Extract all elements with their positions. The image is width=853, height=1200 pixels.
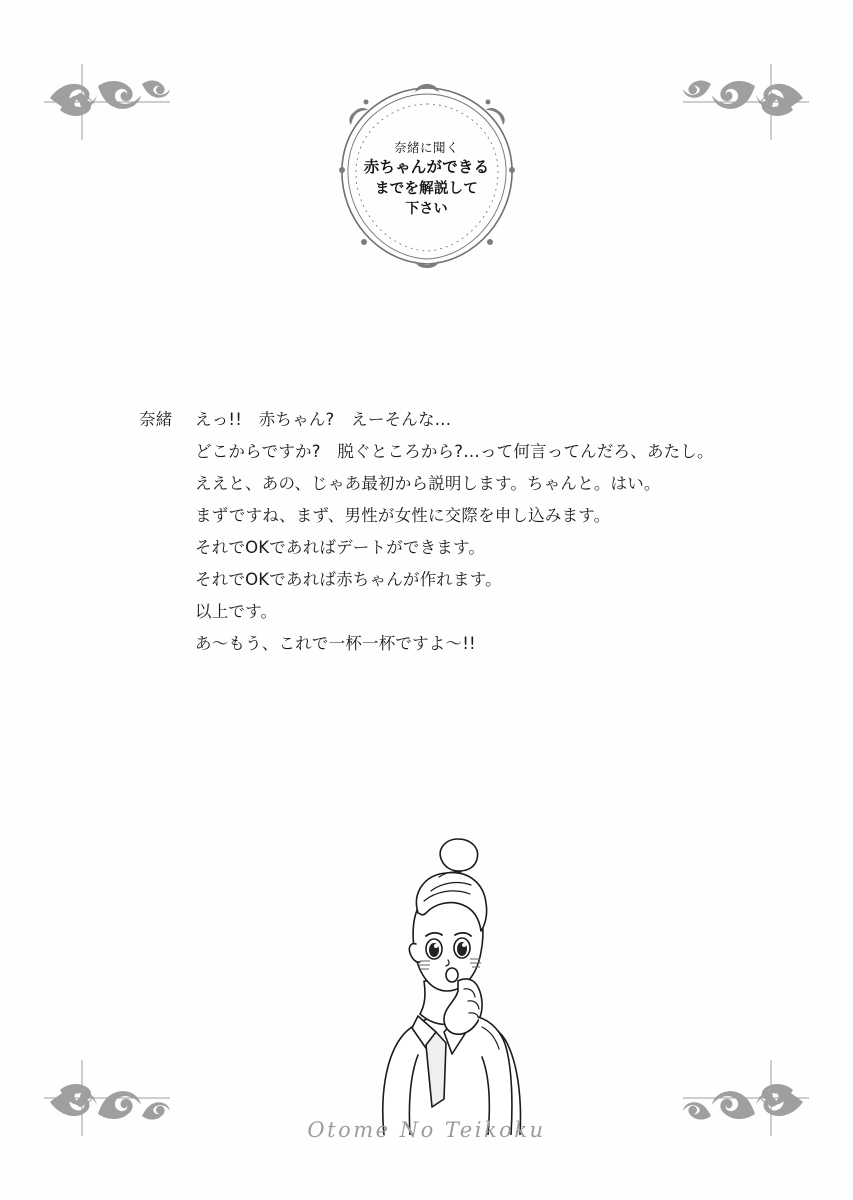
corner-flourish-ornament-top-left <box>42 62 172 142</box>
dialogue-line-2: どこからですか? 脱ぐところから?…って何言ってんだろ、あたし。 <box>195 442 714 461</box>
dialogue-block <box>139 404 739 660</box>
dialogue-line-8: あ〜もう、これで一杯一杯ですよ〜!! <box>195 634 476 653</box>
seal-line-1: 奈緒に聞く <box>393 140 459 156</box>
title-seal <box>334 82 520 272</box>
seal-line-4: 下さい <box>405 201 448 218</box>
dialogue-line-5: それでOKであればデートができます。 <box>195 538 486 557</box>
signature-text: Otome No Teikoku <box>307 1118 546 1142</box>
dialogue-line-3: ええと、あの、じゃあ最初から説明します。ちゃんと。はい。 <box>195 474 661 493</box>
dialogue-first-line <box>139 404 739 436</box>
seal-line-2: 赤ちゃんができる <box>363 157 490 176</box>
dialogue-line-1: えっ!! 赤ちゃん? えーそんな… <box>195 410 452 429</box>
corner-flourish-ornament-bottom-left <box>42 1058 172 1138</box>
corner-flourish-ornament-top-right <box>681 62 811 142</box>
girl-thinking-illustration <box>292 805 562 1135</box>
dialogue-line-4: まずですね、まず、男性が女性に交際を申し込みます。 <box>195 506 611 525</box>
corner-flourish-ornament-bottom-right <box>681 1058 811 1138</box>
seal-line-3: までを解説して <box>375 181 478 198</box>
speaker-name: 奈緒 <box>139 410 173 429</box>
dialogue-line-6: それでOKであれば赤ちゃんが作れます。 <box>195 570 502 589</box>
dialogue-line-7: 以上です。 <box>195 602 278 621</box>
